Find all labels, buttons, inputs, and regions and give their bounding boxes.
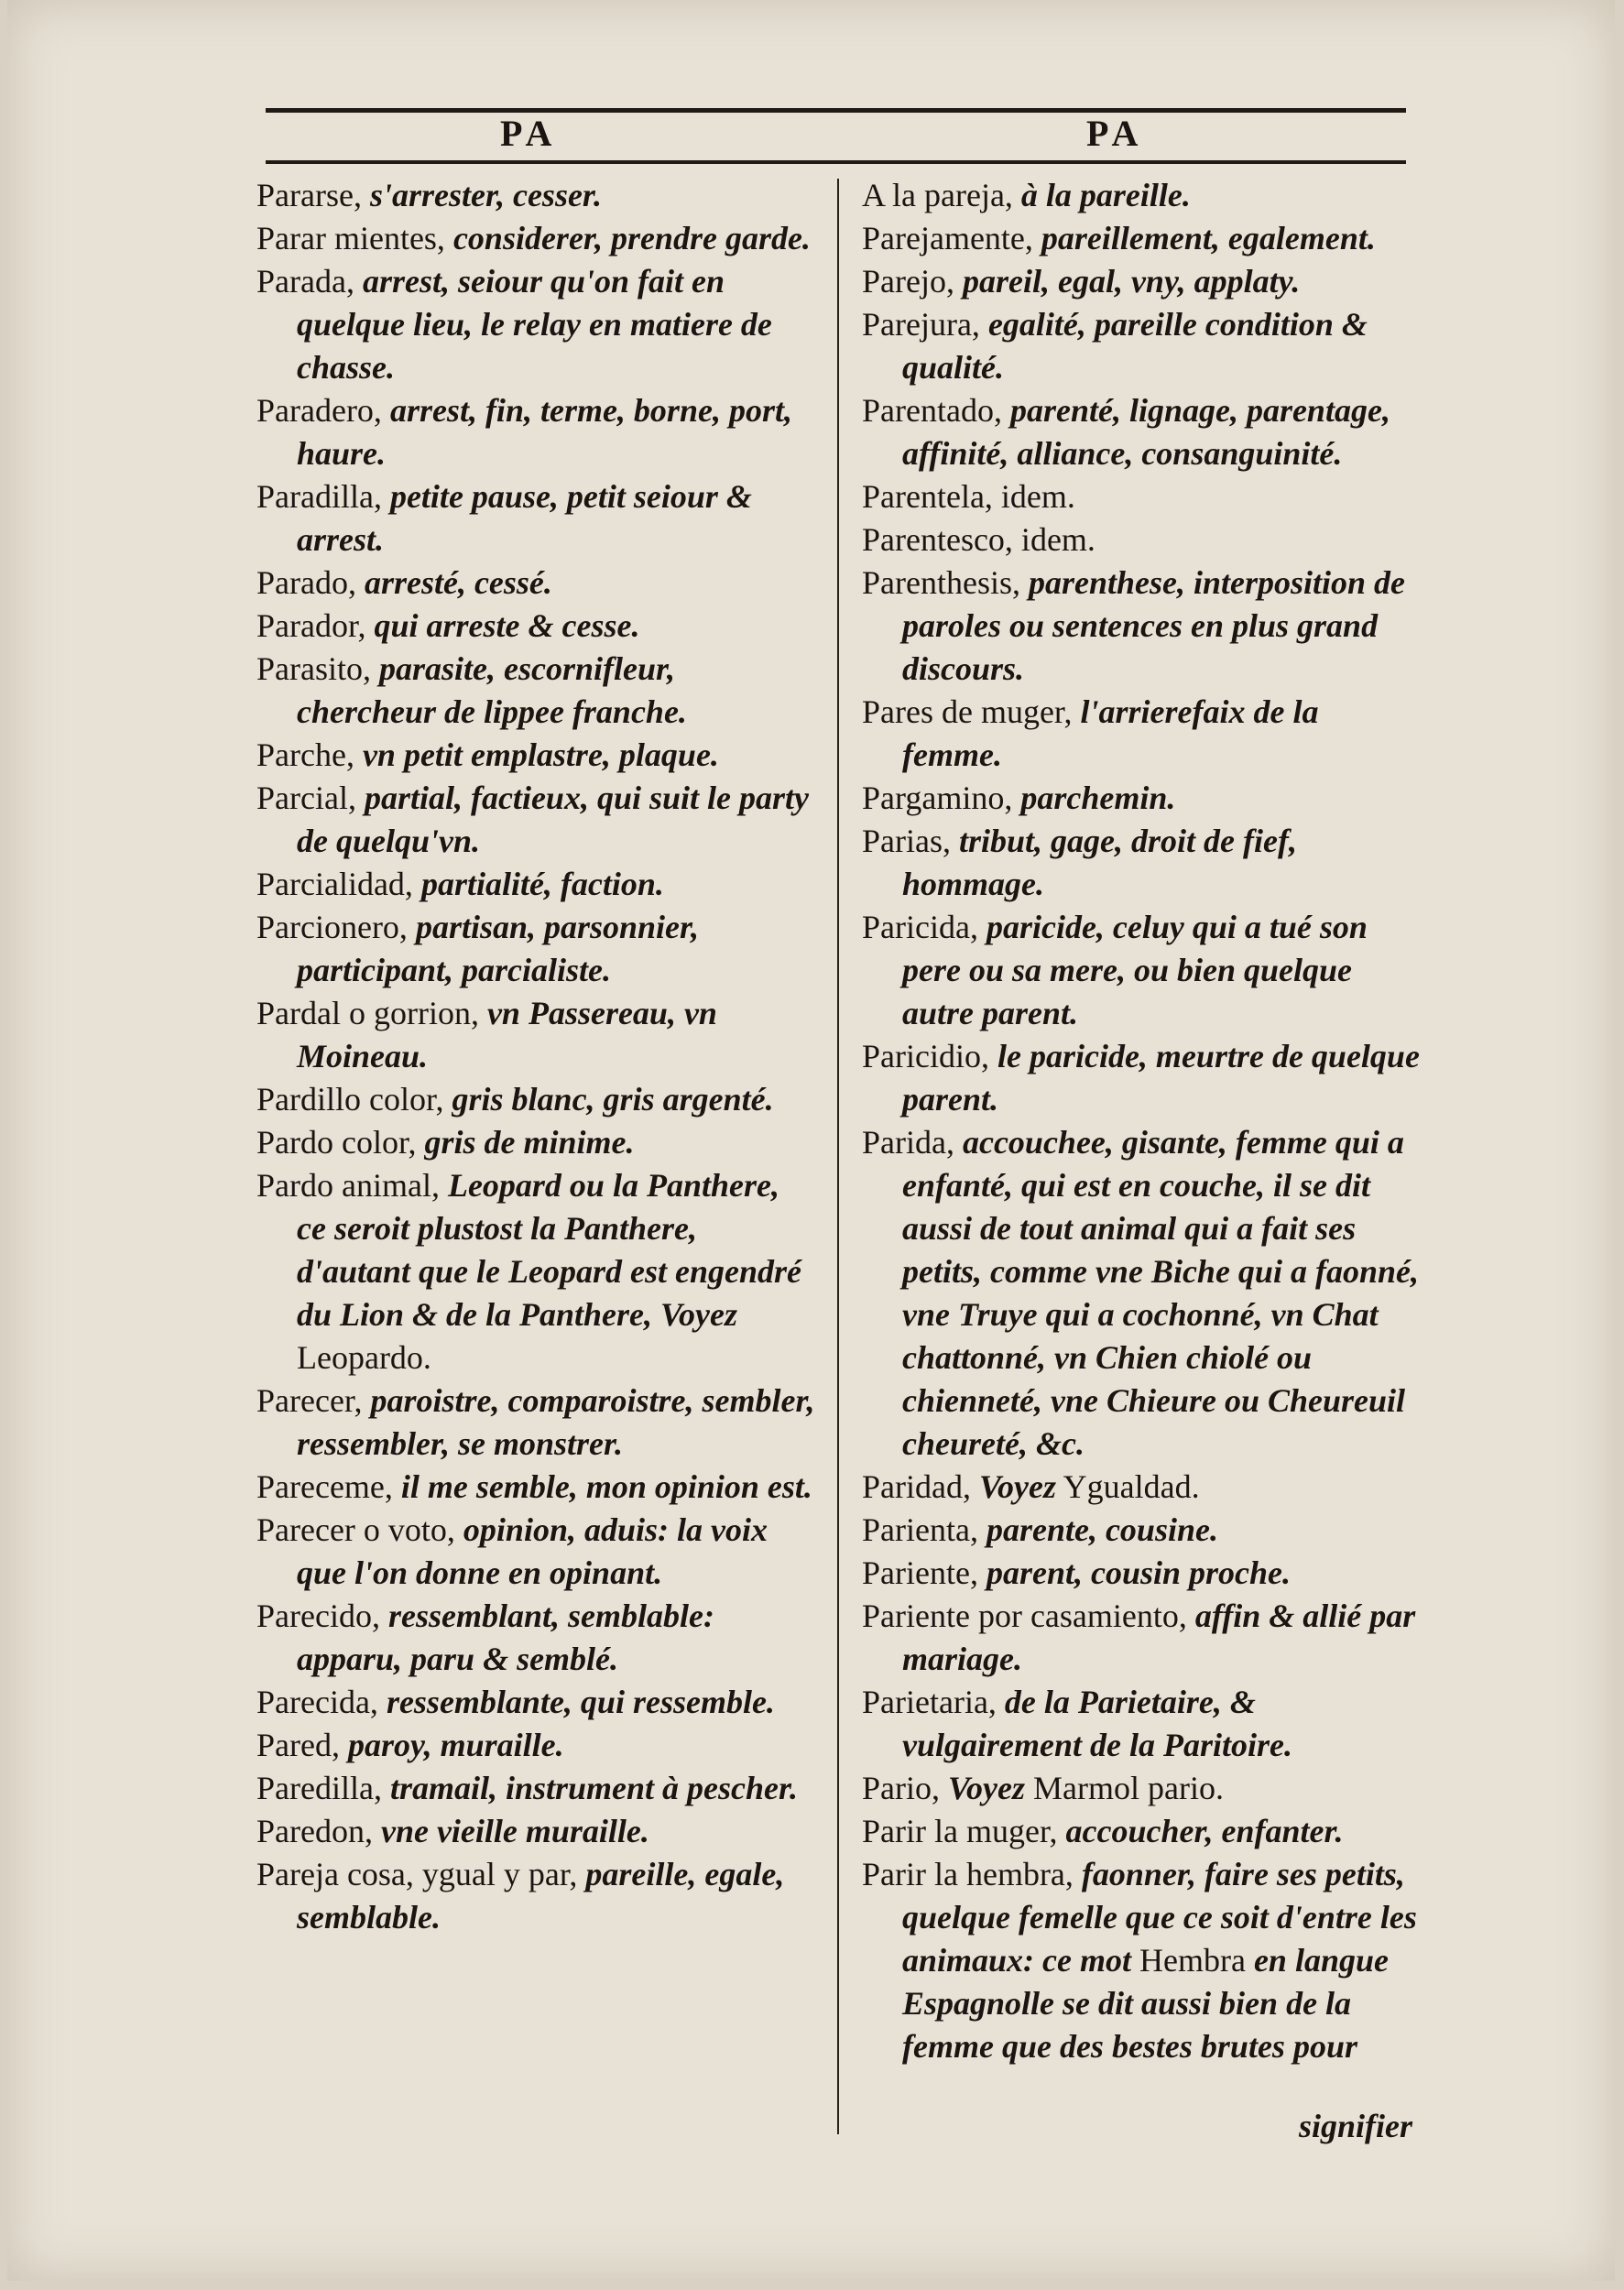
dictionary-entry: [862, 1810, 1421, 1853]
dictionary-entry: [862, 475, 1421, 518]
dictionary-entry: [256, 260, 815, 389]
entry-definition: paroy, muraille.: [347, 1727, 564, 1763]
entry-definition: accoucher, enfanter.: [1065, 1813, 1344, 1849]
dictionary-entry: [862, 260, 1421, 303]
entry-definition: vne vieille muraille.: [380, 1813, 649, 1849]
entry-headword: Parar mientes,: [256, 220, 445, 256]
header-rule-top: [266, 108, 1406, 113]
entry-headword: Pardal o gorrion,: [256, 995, 479, 1031]
left-column: [256, 174, 815, 1939]
entry-headword: Paradero,: [256, 392, 382, 429]
dictionary-entry: [256, 1595, 815, 1681]
entry-headword: Pares de muger,: [862, 693, 1073, 730]
entry-headword: Pareja cosa, ygual y par,: [256, 1856, 578, 1892]
right-column: [862, 174, 1421, 2068]
entry-headword: Parecida,: [256, 1684, 378, 1720]
entry-headword: Parada,: [256, 263, 354, 300]
entry-definition: arrest, fin, terme, borne, port, haure.: [297, 392, 792, 472]
entry-definition: Voyez: [948, 1770, 1025, 1806]
dictionary-entry: [256, 777, 815, 863]
entry-definition: ressemblant, semblable: apparu, paru & semblé.: [297, 1598, 714, 1677]
entry-definition: accouchee, gisante, femme qui a enfanté, qui est en couche, il se dit aussi de tout animal qui a fait ses petits, comme vne Biche qui a faonné, vne Truye qui a cochonné, vn Chat chattonné, vn Chien chiolé ou chienneté, vne Chieure ou Cheureuil cheureté, &c.: [902, 1124, 1419, 1462]
entry-definition: partialité, faction.: [420, 866, 664, 902]
entry-headword: Parir la muger,: [862, 1813, 1058, 1849]
entry-definition: l'arrierefaix de la femme.: [902, 693, 1319, 773]
entry-headword: Parecer,: [256, 1382, 363, 1419]
dictionary-entry: [256, 906, 815, 992]
dictionary-entry: [862, 1466, 1421, 1509]
dictionary-entry: [862, 691, 1421, 777]
entry-definition: ressemblante, qui ressemble.: [386, 1684, 775, 1720]
dictionary-entry: [862, 1552, 1421, 1595]
entry-headword: Parida,: [862, 1124, 954, 1161]
dictionary-entry: [256, 1121, 815, 1164]
entry-headword: Paradilla,: [256, 478, 382, 515]
book-page: [7, 0, 1615, 2281]
dictionary-entry: [256, 562, 815, 605]
entry-definition-continued: en langue Espagnolle se dit aussi bien de la femme que des bestes brutes pour: [902, 1942, 1389, 2065]
dictionary-entry: [256, 217, 815, 260]
dictionary-entry: [256, 475, 815, 562]
entry-definition: affin & allié par mariage.: [902, 1598, 1416, 1677]
dictionary-entry: [862, 518, 1421, 562]
entry-headword: Parias,: [862, 823, 951, 859]
entry-definition: arrest, seiour qu'on fait en quelque lieu, le relay en matiere de chasse.: [297, 263, 772, 386]
entry-cross-ref: Leopardo.: [297, 1339, 431, 1376]
column-divider: [837, 179, 839, 2134]
dictionary-entry: [256, 1164, 815, 1379]
entry-headword: Parado,: [256, 564, 356, 601]
entry-definition: faonner, faire ses petits, quelque femelle que ce soit d'entre les animaux: ce mot: [902, 1856, 1417, 1979]
catchword: signifier: [1299, 2108, 1413, 2144]
entry-headword: Pariente por casamiento,: [862, 1598, 1187, 1634]
entry-definition: parenté, lignage, parentage, affinité, alliance, consanguinité.: [902, 392, 1390, 472]
entry-headword: Parejo,: [862, 263, 954, 300]
entry-definition: le paricide, meurtre de quelque parent.: [902, 1038, 1420, 1118]
dictionary-entry: [862, 1035, 1421, 1121]
entry-headword: Pario,: [862, 1770, 940, 1806]
dictionary-entry: [256, 734, 815, 777]
entry-headword: Pareceme,: [256, 1468, 393, 1505]
entry-headword: Pardo color,: [256, 1124, 417, 1161]
dictionary-entry: [256, 648, 815, 734]
entry-definition: paricide, celuy qui a tué son pere ou sa mere, ou bien quelque autre parent.: [902, 909, 1368, 1031]
entry-headword: Parejura,: [862, 306, 980, 343]
entry-definition: de la Parietaire, & vulgairement de la Paritoire.: [902, 1684, 1292, 1763]
entry-definition: pareil, egal, vny, applaty.: [962, 263, 1301, 300]
dictionary-entry: [256, 1078, 815, 1121]
dictionary-entry: [862, 1509, 1421, 1552]
entry-definition: à la pareille.: [1020, 177, 1191, 213]
running-head-left: PA: [500, 113, 558, 154]
dictionary-entry: [862, 906, 1421, 1035]
entry-definition: vn petit emplastre, plaque.: [362, 736, 719, 773]
entry-headword: Parejamente,: [862, 220, 1033, 256]
entry-definition: gris de minime.: [424, 1124, 635, 1161]
entry-cross-ref: Ygualdad.: [1063, 1468, 1200, 1505]
entry-headword: Parentela, idem.: [862, 478, 1075, 515]
running-head-right: PA: [1086, 113, 1144, 154]
entry-definition: partial, factieux, qui suit le party de quelqu'vn.: [297, 780, 809, 859]
entry-definition: petite pause, petit seiour & arrest.: [297, 478, 752, 558]
entry-definition: Voyez: [978, 1468, 1056, 1505]
dictionary-entry: [256, 1466, 815, 1509]
dictionary-entry: [862, 174, 1421, 217]
entry-headword: Pardillo color,: [256, 1081, 444, 1118]
dictionary-entry: [256, 605, 815, 648]
entry-headword: Paricida,: [862, 909, 978, 945]
dictionary-entry: [256, 1379, 815, 1466]
entry-headword: Pararse,: [256, 177, 362, 213]
dictionary-entry: [256, 1681, 815, 1724]
dictionary-entry: [256, 1810, 815, 1853]
entry-definition: gris blanc, gris argenté.: [452, 1081, 774, 1118]
entry-headword: Paricidio,: [862, 1038, 989, 1074]
entry-definition: tribut, gage, droit de fief, hommage.: [902, 823, 1297, 902]
dictionary-entry: [256, 992, 815, 1078]
entry-definition: Leopard ou la Panthere, ce seroit plustost la Panthere, d'autant que le Leopard est engendré du Lion & de la Panthere,: [297, 1167, 801, 1333]
entry-definition: vn Passereau, vn Moineau.: [297, 995, 717, 1074]
entry-headword: Parasito,: [256, 650, 371, 687]
entry-definition: qui arreste & cesse.: [374, 607, 640, 644]
entry-headword: Pared,: [256, 1727, 340, 1763]
entry-definition: parasite, escornifleur, chercheur de lippee franche.: [297, 650, 687, 730]
entry-headword: Parietaria,: [862, 1684, 997, 1720]
dictionary-entry: [256, 389, 815, 475]
entry-cross-ref: Hembra: [1139, 1942, 1246, 1979]
entry-headword: Parche,: [256, 736, 354, 773]
dictionary-entry: [862, 303, 1421, 389]
entry-headword: Pardo animal,: [256, 1167, 440, 1204]
entry-definition: egalité, pareille condition & qualité.: [902, 306, 1368, 386]
dictionary-entry: [862, 389, 1421, 475]
entry-headword: Parcionero,: [256, 909, 408, 945]
dictionary-entry: [862, 1595, 1421, 1681]
entry-definition: tramail, instrument à pescher.: [389, 1770, 799, 1806]
dictionary-entry: [256, 174, 815, 217]
dictionary-entry: [862, 562, 1421, 691]
entry-headword: Parentesco, idem.: [862, 521, 1095, 558]
entry-headword: Parecer o voto,: [256, 1511, 455, 1548]
entry-definition: considerer, prendre garde.: [452, 220, 811, 256]
entry-headword: Pargamino,: [862, 780, 1013, 816]
dictionary-entry: [862, 820, 1421, 906]
dictionary-entry: [256, 1724, 815, 1767]
entry-headword: Parentado,: [862, 392, 1002, 429]
entry-cross-ref-prefix: Voyez: [660, 1296, 738, 1333]
dictionary-entry: [862, 1853, 1421, 2068]
entry-headword: Parcialidad,: [256, 866, 413, 902]
dictionary-entry: [862, 1681, 1421, 1767]
entry-definition: opinion, aduis: la voix que l'on donne en opinant.: [297, 1511, 768, 1591]
entry-cross-ref: Marmol pario.: [1033, 1770, 1224, 1806]
entry-definition: pareille, egale, semblable.: [297, 1856, 785, 1936]
dictionary-entry: [862, 1121, 1421, 1466]
entry-definition: s'arrester, cesser.: [369, 177, 602, 213]
entry-definition: pareillement, egalement.: [1041, 220, 1376, 256]
entry-headword: Parir la hembra,: [862, 1856, 1074, 1892]
entry-headword: Paridad,: [862, 1468, 971, 1505]
entry-headword: Parenthesis,: [862, 564, 1020, 601]
entry-headword: Parecido,: [256, 1598, 380, 1634]
entry-headword: Paredon,: [256, 1813, 373, 1849]
entry-definition: parente, cousine.: [986, 1511, 1218, 1548]
entry-definition: il me semble, mon opinion est.: [400, 1468, 812, 1505]
entry-definition: partisan, parsonnier, participant, parcialiste.: [297, 909, 700, 988]
entry-headword: Parador,: [256, 607, 366, 644]
entry-definition: arresté, cessé.: [364, 564, 552, 601]
dictionary-entry: [862, 1767, 1421, 1810]
dictionary-entry: [862, 217, 1421, 260]
dictionary-entry: [256, 863, 815, 906]
entry-headword: A la pareja,: [862, 177, 1013, 213]
dictionary-entry: [256, 1767, 815, 1810]
entry-definition: parchemin.: [1020, 780, 1176, 816]
entry-headword: Paredilla,: [256, 1770, 382, 1806]
entry-headword: Parienta,: [862, 1511, 978, 1548]
entry-definition: parent, cousin proche.: [986, 1554, 1291, 1591]
dictionary-entry: [256, 1853, 815, 1939]
dictionary-entry: [256, 1509, 815, 1595]
dictionary-entry: [862, 777, 1421, 820]
entry-headword: Pariente,: [862, 1554, 978, 1591]
entry-definition: paroistre, comparoistre, sembler, ressembler, se monstrer.: [297, 1382, 815, 1462]
entry-definition: parenthese, interposition de paroles ou sentences en plus grand discours.: [902, 564, 1405, 687]
entry-headword: Parcial,: [256, 780, 356, 816]
header-rule-bottom: [266, 160, 1406, 164]
